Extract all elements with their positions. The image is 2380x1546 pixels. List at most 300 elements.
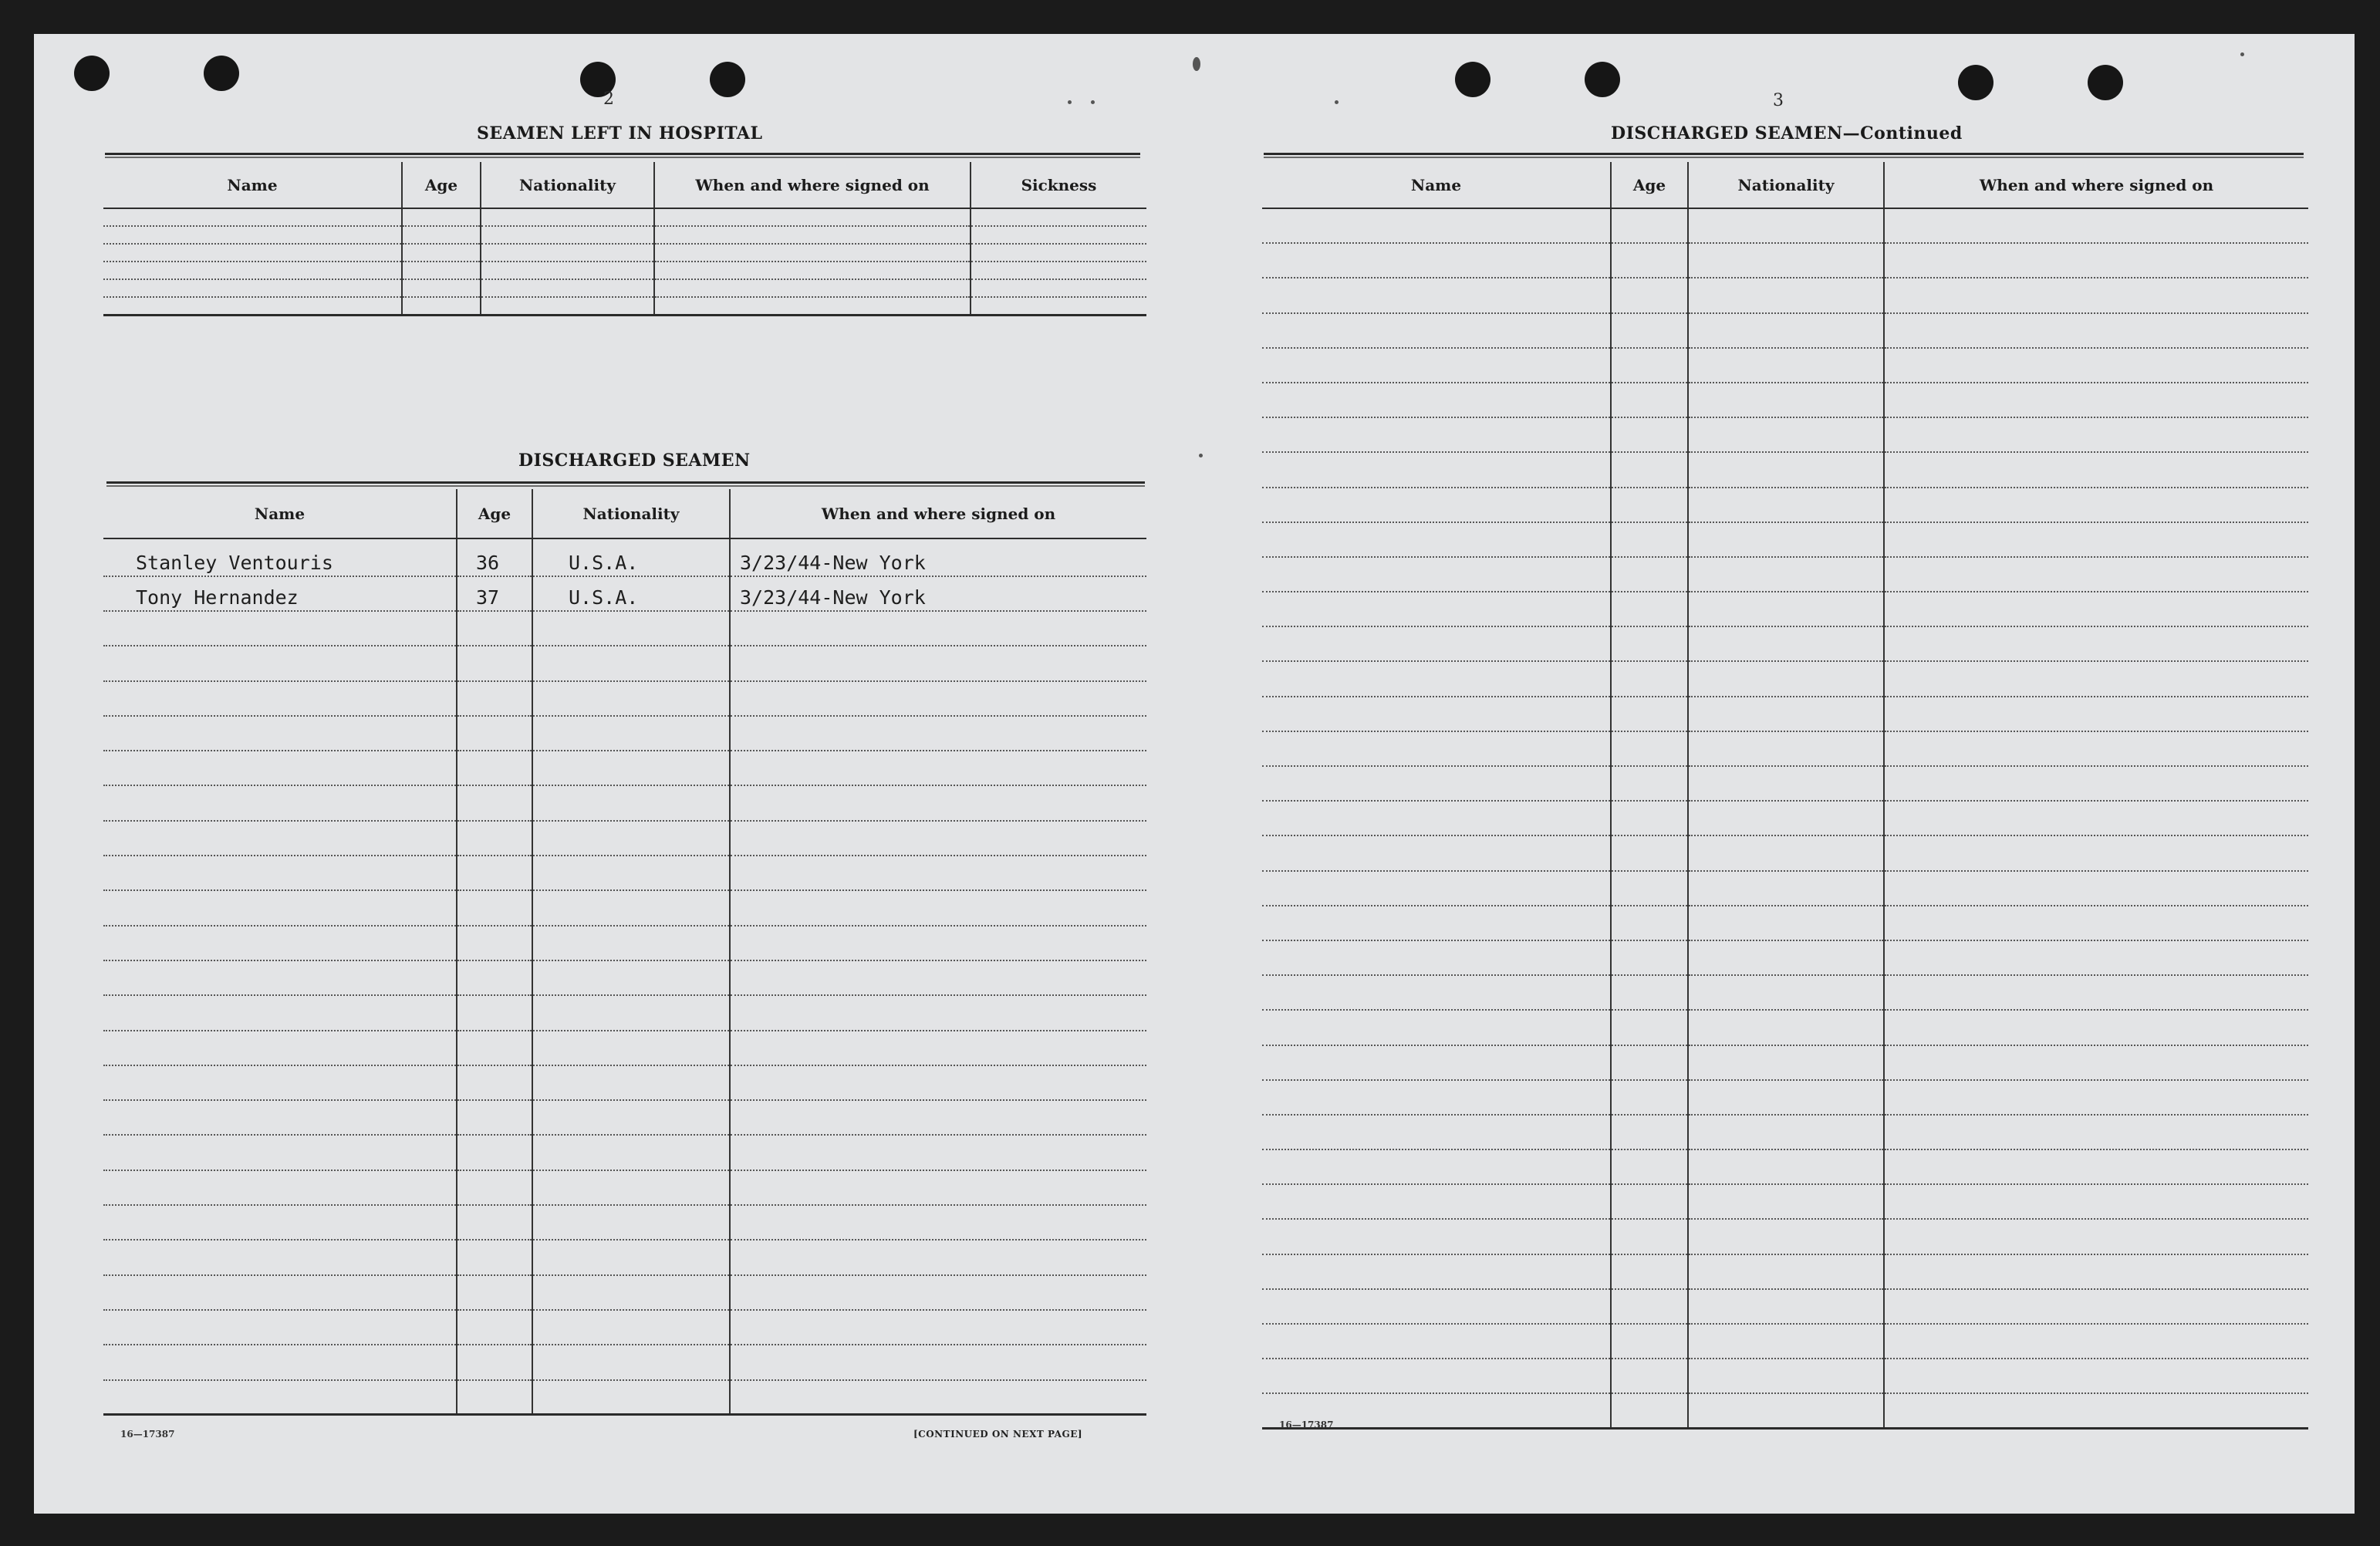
blank-cell xyxy=(457,960,532,995)
blank-cell xyxy=(1262,208,1611,243)
blank-cell xyxy=(1688,1359,1884,1393)
blank-cell xyxy=(1884,1080,2308,1115)
blank-cell xyxy=(1262,1359,1611,1393)
blank-cell xyxy=(457,1065,532,1100)
blank-cell xyxy=(1611,1149,1688,1184)
blank-cell xyxy=(103,297,402,315)
blank-cell xyxy=(103,1345,457,1379)
blank-cell xyxy=(457,1100,532,1135)
table-row xyxy=(103,1205,1146,1240)
blank-cell xyxy=(1611,801,1688,835)
blank-cell xyxy=(1688,1149,1884,1184)
table-row xyxy=(1262,940,2308,975)
discharged-top-rule xyxy=(106,481,1145,487)
blank-cell xyxy=(103,1380,457,1415)
table-row xyxy=(103,279,1146,297)
blank-cell xyxy=(1884,348,2308,383)
blank-cell xyxy=(103,279,402,297)
blank-cell xyxy=(1611,1254,1688,1289)
blank-cell xyxy=(1262,278,1611,312)
table-row xyxy=(103,1135,1146,1170)
table-row xyxy=(103,576,1146,611)
blank-cell xyxy=(103,1240,457,1274)
blank-cell xyxy=(103,1275,457,1310)
continued-col-age: Age xyxy=(1611,162,1688,208)
table-row xyxy=(1262,835,2308,870)
blank-cell xyxy=(457,926,532,960)
table-row xyxy=(103,208,1146,226)
blank-cell xyxy=(730,1031,1146,1065)
blank-cell xyxy=(532,1310,730,1345)
blank-cell xyxy=(1262,1324,1611,1359)
blank-cell xyxy=(1884,488,2308,522)
blank-cell xyxy=(1262,557,1611,592)
blank-cell xyxy=(457,995,532,1030)
table-row xyxy=(1262,1080,2308,1115)
table-row xyxy=(1262,1359,2308,1393)
blank-cell xyxy=(730,681,1146,716)
blank-cell xyxy=(1611,278,1688,312)
punch-hole-2 xyxy=(204,56,239,91)
table-row xyxy=(1262,871,2308,906)
blank-cell xyxy=(532,611,730,646)
blank-cell xyxy=(1884,835,2308,870)
table-row xyxy=(1262,1219,2308,1254)
table-row xyxy=(103,262,1146,279)
table-row xyxy=(1262,348,2308,383)
blank-cell xyxy=(457,681,532,716)
blank-cell xyxy=(481,208,654,226)
scan-speck xyxy=(2240,52,2244,56)
table-row xyxy=(103,716,1146,751)
blank-cell xyxy=(654,262,971,279)
blank-cell xyxy=(402,226,481,244)
table-row xyxy=(1262,766,2308,801)
blank-cell xyxy=(971,279,1146,297)
blank-cell xyxy=(532,1100,730,1135)
blank-cell xyxy=(532,1205,730,1240)
scan-speck xyxy=(1335,100,1339,104)
blank-cell xyxy=(1884,208,2308,243)
blank-cell xyxy=(1688,975,1884,1010)
table-row xyxy=(103,1310,1146,1345)
seaman-nationality: U.S.A. xyxy=(532,538,730,576)
table-row xyxy=(1262,383,2308,417)
table-row xyxy=(103,1100,1146,1135)
blank-cell xyxy=(1611,243,1688,278)
blank-cell xyxy=(103,681,457,716)
blank-cell xyxy=(1688,1010,1884,1045)
table-row xyxy=(1262,208,2308,243)
blank-cell xyxy=(1611,522,1688,557)
blank-cell xyxy=(103,1135,457,1170)
blank-cell xyxy=(103,890,457,925)
seaman-name: Tony Hernandez xyxy=(103,576,457,611)
blank-cell xyxy=(103,995,457,1030)
blank-cell xyxy=(654,226,971,244)
blank-cell xyxy=(1688,871,1884,906)
hospital-header-row xyxy=(103,162,1146,208)
blank-cell xyxy=(457,785,532,820)
blank-cell xyxy=(1262,1149,1611,1184)
blank-cell xyxy=(1884,661,2308,696)
blank-cell xyxy=(532,1135,730,1170)
discharged-col-name: Name xyxy=(103,489,457,538)
hospital-col-name: Name xyxy=(103,162,402,208)
blank-cell xyxy=(103,1031,457,1065)
blank-cell xyxy=(1884,243,2308,278)
blank-cell xyxy=(1884,557,2308,592)
blank-cell xyxy=(1688,522,1884,557)
blank-cell xyxy=(1884,906,2308,940)
blank-cell xyxy=(730,1345,1146,1379)
blank-cell xyxy=(103,1205,457,1240)
blank-cell xyxy=(1611,383,1688,417)
blank-cell xyxy=(532,1065,730,1100)
blank-cell xyxy=(1611,906,1688,940)
blank-cell xyxy=(103,208,402,226)
blank-cell xyxy=(457,1240,532,1274)
blank-cell xyxy=(654,208,971,226)
blank-cell xyxy=(103,1310,457,1345)
blank-cell xyxy=(1688,1080,1884,1115)
table-row xyxy=(1262,661,2308,696)
blank-cell xyxy=(1262,1184,1611,1219)
blank-cell xyxy=(532,890,730,925)
blank-cell xyxy=(481,226,654,244)
blank-cell xyxy=(971,297,1146,315)
blank-cell xyxy=(1262,348,1611,383)
table-row xyxy=(103,646,1146,680)
hospital-col-sickness: Sickness xyxy=(971,162,1146,208)
blank-cell xyxy=(1688,801,1884,835)
blank-cell xyxy=(1262,906,1611,940)
blank-cell xyxy=(1884,383,2308,417)
blank-cell xyxy=(1262,1289,1611,1324)
blank-cell xyxy=(1262,697,1611,731)
blank-cell xyxy=(532,681,730,716)
blank-cell xyxy=(1611,1289,1688,1324)
blank-cell xyxy=(971,226,1146,244)
blank-cell xyxy=(1611,940,1688,975)
blank-cell xyxy=(730,1275,1146,1310)
blank-cell xyxy=(1688,1393,1884,1428)
blank-cell xyxy=(1611,871,1688,906)
table-row xyxy=(1262,975,2308,1010)
blank-cell xyxy=(402,262,481,279)
blank-cell xyxy=(457,751,532,785)
blank-cell xyxy=(1262,801,1611,835)
blank-cell xyxy=(103,611,457,646)
blank-cell xyxy=(402,208,481,226)
blank-cell xyxy=(532,1170,730,1205)
table-row xyxy=(103,244,1146,262)
blank-cell xyxy=(1688,1219,1884,1254)
blank-cell xyxy=(730,1100,1146,1135)
blank-cell xyxy=(532,856,730,890)
blank-cell xyxy=(730,960,1146,995)
blank-cell xyxy=(654,279,971,297)
blank-cell xyxy=(1884,452,2308,487)
blank-cell xyxy=(1688,243,1884,278)
table-row xyxy=(1262,906,2308,940)
blank-cell xyxy=(1611,557,1688,592)
blank-cell xyxy=(730,1135,1146,1170)
blank-cell xyxy=(1262,243,1611,278)
blank-cell xyxy=(1884,1149,2308,1184)
page-number-right: 3 xyxy=(1773,91,1784,110)
blank-cell xyxy=(1611,488,1688,522)
blank-cell xyxy=(1688,348,1884,383)
table-row xyxy=(1262,488,2308,522)
blank-cell xyxy=(457,1135,532,1170)
blank-cell xyxy=(532,1345,730,1379)
discharged-continued-title-main: DISCHARGED SEAMEN xyxy=(1611,123,1843,143)
table-row xyxy=(1262,243,2308,278)
hospital-col-nationality: Nationality xyxy=(481,162,654,208)
blank-cell xyxy=(103,646,457,680)
table-row xyxy=(103,297,1146,315)
blank-cell xyxy=(1262,766,1611,801)
blank-cell xyxy=(971,244,1146,262)
table-row xyxy=(1262,1324,2308,1359)
blank-cell xyxy=(730,785,1146,820)
blank-cell xyxy=(1611,766,1688,801)
blank-cell xyxy=(402,279,481,297)
blank-cell xyxy=(402,244,481,262)
table-row xyxy=(103,1031,1146,1065)
table-row xyxy=(1262,1115,2308,1149)
table-row xyxy=(1262,626,2308,661)
blank-cell xyxy=(457,1310,532,1345)
blank-cell xyxy=(1262,1254,1611,1289)
blank-cell xyxy=(532,1380,730,1415)
hospital-col-age: Age xyxy=(402,162,481,208)
table-row xyxy=(1262,697,2308,731)
blank-cell xyxy=(1884,766,2308,801)
blank-cell xyxy=(1611,417,1688,452)
blank-cell xyxy=(481,279,654,297)
blank-cell xyxy=(1884,1184,2308,1219)
table-row xyxy=(1262,592,2308,626)
blank-cell xyxy=(730,1170,1146,1205)
blank-cell xyxy=(1688,661,1884,696)
blank-cell xyxy=(457,646,532,680)
continued-col-signed-on: When and where signed on xyxy=(1884,162,2308,208)
blank-cell xyxy=(654,244,971,262)
blank-cell xyxy=(1611,835,1688,870)
seaman-nationality: U.S.A. xyxy=(532,576,730,611)
blank-cell xyxy=(1884,626,2308,661)
blank-cell xyxy=(1611,1045,1688,1080)
blank-cell xyxy=(457,611,532,646)
blank-cell xyxy=(1262,1115,1611,1149)
hospital-section-title: SEAMEN LEFT IN HOSPITAL xyxy=(477,123,763,143)
blank-cell xyxy=(1884,1393,2308,1428)
table-row xyxy=(103,1345,1146,1379)
blank-cell xyxy=(1884,522,2308,557)
blank-cell xyxy=(1884,592,2308,626)
blank-cell xyxy=(532,960,730,995)
table-row xyxy=(103,538,1146,576)
discharged-col-signed-on: When and where signed on xyxy=(730,489,1146,538)
blank-cell xyxy=(730,646,1146,680)
blank-cell xyxy=(730,821,1146,856)
discharged-continued-header-row xyxy=(1262,162,2308,208)
blank-cell xyxy=(1688,557,1884,592)
table-row xyxy=(103,1275,1146,1310)
blank-cell xyxy=(1688,1184,1884,1219)
blank-cell xyxy=(457,1380,532,1415)
blank-cell xyxy=(1884,1359,2308,1393)
blank-cell xyxy=(730,1205,1146,1240)
blank-cell xyxy=(457,821,532,856)
blank-cell xyxy=(457,716,532,751)
blank-cell xyxy=(1611,626,1688,661)
blank-cell xyxy=(103,244,402,262)
blank-cell xyxy=(730,716,1146,751)
blank-cell xyxy=(1611,313,1688,348)
blank-cell xyxy=(1884,801,2308,835)
blank-cell xyxy=(1262,1045,1611,1080)
punch-hole-5 xyxy=(1455,62,1490,97)
table-row xyxy=(1262,731,2308,766)
blank-cell xyxy=(1611,592,1688,626)
blank-cell xyxy=(103,1100,457,1135)
blank-cell xyxy=(1611,348,1688,383)
blank-cell xyxy=(1688,488,1884,522)
table-row xyxy=(103,611,1146,646)
table-row xyxy=(103,785,1146,820)
form-number-right: 16—17387 xyxy=(1279,1419,1334,1430)
punch-hole-7 xyxy=(1958,65,1993,100)
seaman-signed-on: 3/23/44-New York xyxy=(730,576,1146,611)
discharged-continued-top-rule xyxy=(1264,153,2304,158)
blank-cell xyxy=(1688,1324,1884,1359)
blank-cell xyxy=(1884,940,2308,975)
blank-cell xyxy=(1262,1010,1611,1045)
table-row xyxy=(1262,1254,2308,1289)
blank-cell xyxy=(1884,1254,2308,1289)
blank-cell xyxy=(730,856,1146,890)
punch-hole-8 xyxy=(2088,65,2123,100)
blank-cell xyxy=(532,1240,730,1274)
blank-cell xyxy=(532,785,730,820)
hospital-table xyxy=(103,162,1146,316)
scan-speck xyxy=(1193,57,1200,71)
blank-cell xyxy=(730,611,1146,646)
blank-cell xyxy=(1262,452,1611,487)
blank-cell xyxy=(532,821,730,856)
blank-cell xyxy=(402,297,481,315)
form-number-left: 16—17387 xyxy=(120,1429,175,1440)
blank-cell xyxy=(1262,592,1611,626)
table-row xyxy=(1262,278,2308,312)
blank-cell xyxy=(1688,766,1884,801)
blank-cell xyxy=(1884,278,2308,312)
table-row xyxy=(1262,313,2308,348)
blank-cell xyxy=(1884,1115,2308,1149)
punch-hole-1 xyxy=(74,56,110,91)
blank-cell xyxy=(103,1170,457,1205)
blank-cell xyxy=(103,262,402,279)
blank-cell xyxy=(1262,1219,1611,1254)
blank-cell xyxy=(1262,417,1611,452)
seaman-signed-on: 3/23/44-New York xyxy=(730,538,1146,576)
blank-cell xyxy=(1688,417,1884,452)
blank-cell xyxy=(1262,626,1611,661)
blank-cell xyxy=(1884,1219,2308,1254)
blank-cell xyxy=(1884,871,2308,906)
table-row xyxy=(103,751,1146,785)
table-row xyxy=(103,856,1146,890)
blank-cell xyxy=(1611,731,1688,766)
discharged-section-title: DISCHARGED SEAMEN xyxy=(518,451,751,471)
punch-hole-4 xyxy=(710,62,745,97)
blank-cell xyxy=(103,785,457,820)
blank-cell xyxy=(1688,592,1884,626)
blank-cell xyxy=(1262,522,1611,557)
continued-col-name: Name xyxy=(1262,162,1611,208)
table-row xyxy=(1262,522,2308,557)
table-row xyxy=(103,1065,1146,1100)
blank-cell xyxy=(1884,697,2308,731)
blank-cell xyxy=(1262,488,1611,522)
blank-cell xyxy=(1688,1045,1884,1080)
blank-cell xyxy=(1262,871,1611,906)
blank-cell xyxy=(457,1345,532,1379)
blank-cell xyxy=(730,926,1146,960)
blank-cell xyxy=(532,995,730,1030)
blank-cell xyxy=(654,297,971,315)
table-row xyxy=(1262,1149,2308,1184)
blank-cell xyxy=(730,751,1146,785)
blank-cell xyxy=(103,716,457,751)
document-sheet xyxy=(34,34,2355,1514)
blank-cell xyxy=(1262,940,1611,975)
table-row xyxy=(103,226,1146,244)
blank-cell xyxy=(1688,278,1884,312)
blank-cell xyxy=(971,208,1146,226)
blank-cell xyxy=(1611,1115,1688,1149)
blank-cell xyxy=(1262,1080,1611,1115)
blank-cell xyxy=(1611,661,1688,696)
blank-cell xyxy=(481,244,654,262)
blank-cell xyxy=(730,1065,1146,1100)
scan-speck xyxy=(1199,454,1203,457)
table-row xyxy=(1262,1184,2308,1219)
blank-cell xyxy=(103,856,457,890)
blank-cell xyxy=(103,926,457,960)
blank-cell xyxy=(457,890,532,925)
blank-cell xyxy=(1688,1115,1884,1149)
hospital-col-signed-on: When and where signed on xyxy=(654,162,971,208)
blank-cell xyxy=(1611,1359,1688,1393)
blank-cell xyxy=(103,751,457,785)
blank-cell xyxy=(1884,1289,2308,1324)
table-row xyxy=(103,1170,1146,1205)
blank-cell xyxy=(730,995,1146,1030)
blank-cell xyxy=(532,751,730,785)
discharged-header-row xyxy=(103,489,1146,538)
blank-cell xyxy=(532,1031,730,1065)
punch-hole-6 xyxy=(1585,62,1620,97)
blank-cell xyxy=(1262,383,1611,417)
blank-cell xyxy=(1884,1010,2308,1045)
table-row xyxy=(1262,1045,2308,1080)
blank-cell xyxy=(457,1031,532,1065)
blank-cell xyxy=(1611,1393,1688,1428)
